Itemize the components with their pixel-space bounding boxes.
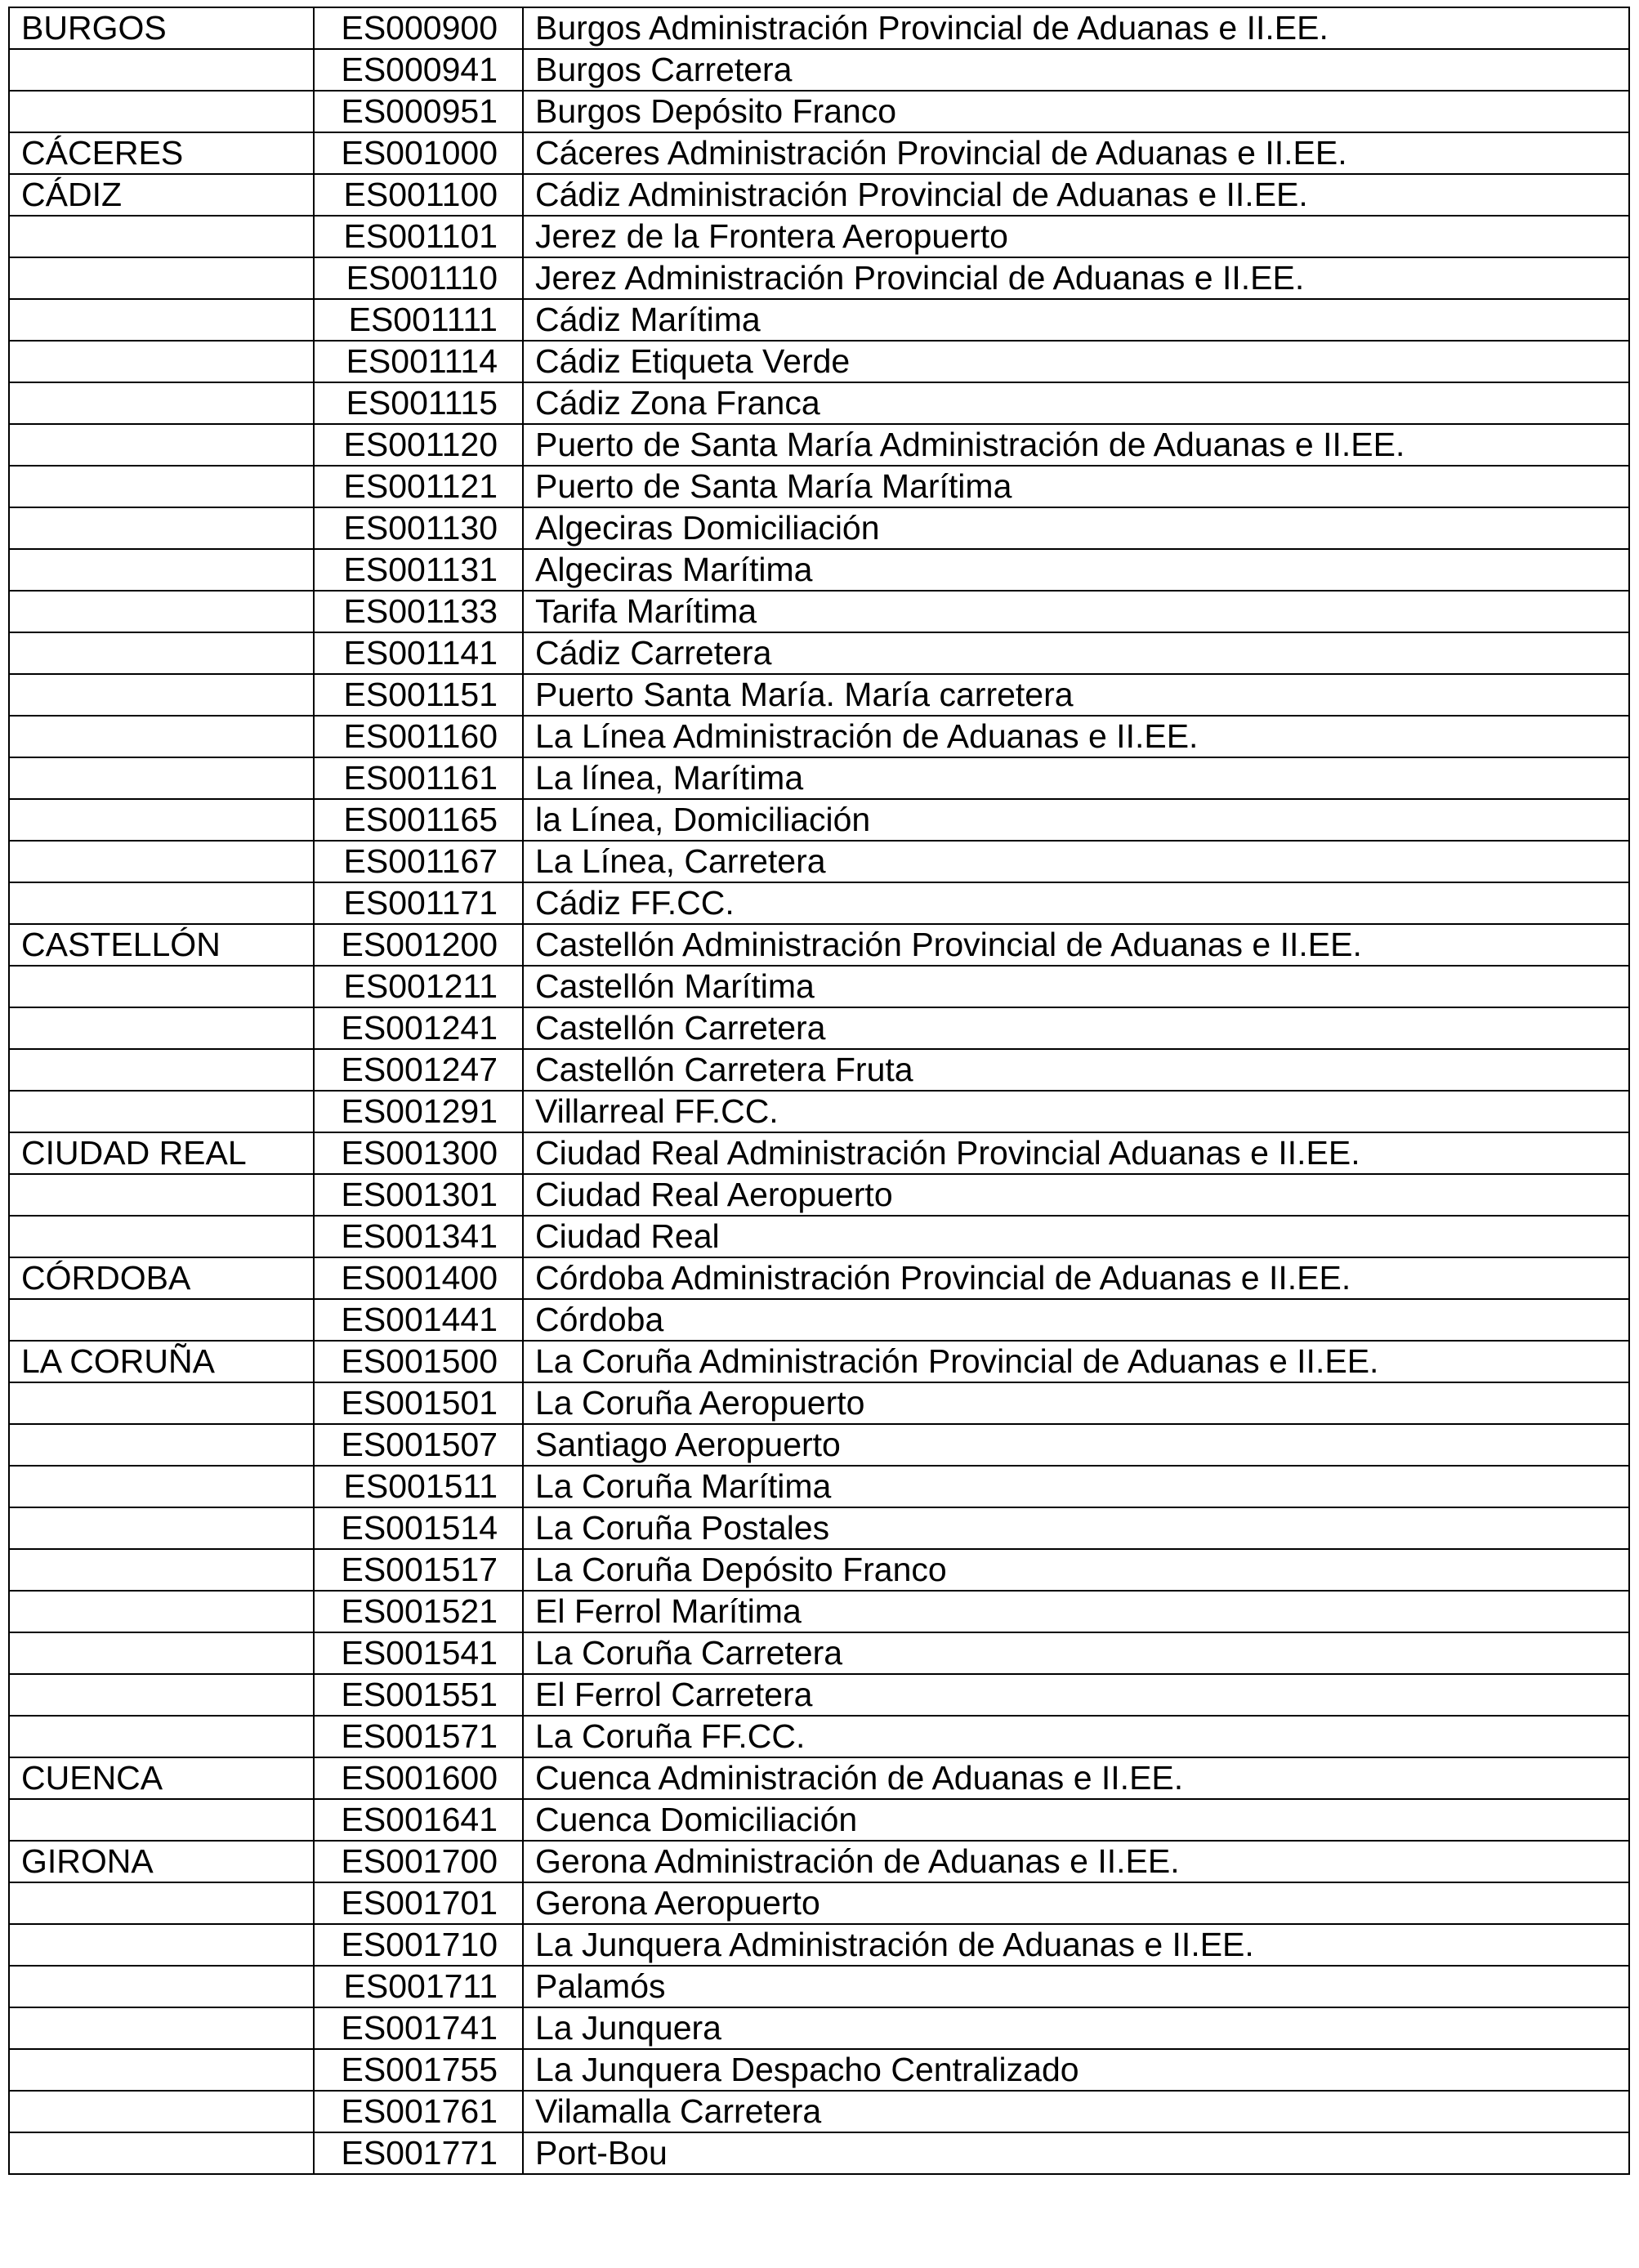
office-code-cell: ES001301: [314, 1174, 523, 1216]
table-row: [9, 841, 1629, 882]
table-row: [9, 2132, 1629, 2174]
office-name-cell: Castellón Marítima: [523, 966, 1629, 1007]
province-cell: CÁCERES: [9, 132, 314, 174]
table-row: [9, 257, 1629, 299]
office-code-cell: ES001507: [314, 1424, 523, 1466]
province-cell: [9, 549, 314, 591]
office-code-cell: ES001600: [314, 1757, 523, 1799]
table-row: [9, 924, 1629, 966]
table-row: [9, 1882, 1629, 1924]
office-code-cell: ES001400: [314, 1257, 523, 1299]
province-cell: [9, 2091, 314, 2132]
table-row: [9, 1216, 1629, 1257]
office-code-cell: ES001641: [314, 1799, 523, 1841]
office-code-cell: ES001000: [314, 132, 523, 174]
office-name-cell: La Junquera: [523, 2007, 1629, 2049]
table-row: [9, 1507, 1629, 1549]
office-name-cell: Gerona Administración de Aduanas e II.EE.: [523, 1841, 1629, 1882]
table-row: [9, 1174, 1629, 1216]
office-name-cell: Ciudad Real Aeropuerto: [523, 1174, 1629, 1216]
table-row: [9, 1716, 1629, 1757]
office-code-cell: ES001161: [314, 757, 523, 799]
table-row: [9, 882, 1629, 924]
office-code-cell: ES001514: [314, 1507, 523, 1549]
office-name-cell: Cuenca Domiciliación: [523, 1799, 1629, 1841]
table-row: [9, 1966, 1629, 2007]
office-name-cell: Ciudad Real: [523, 1216, 1629, 1257]
office-code-cell: ES001710: [314, 1924, 523, 1966]
province-cell: [9, 1424, 314, 1466]
office-code-cell: ES001247: [314, 1049, 523, 1091]
table-row: [9, 7, 1629, 49]
province-cell: LA CORUÑA: [9, 1341, 314, 1382]
office-name-cell: Castellón Carretera Fruta: [523, 1049, 1629, 1091]
office-name-cell: Villarreal FF.CC.: [523, 1091, 1629, 1132]
province-cell: [9, 674, 314, 716]
province-cell: [9, 1299, 314, 1341]
office-code-cell: ES001517: [314, 1549, 523, 1591]
province-cell: [9, 382, 314, 424]
office-name-cell: Burgos Depósito Franco: [523, 91, 1629, 132]
office-code-cell: ES001501: [314, 1382, 523, 1424]
office-name-cell: La Coruña Aeropuerto: [523, 1382, 1629, 1424]
province-cell: GIRONA: [9, 1841, 314, 1882]
office-code-cell: ES001130: [314, 507, 523, 549]
office-name-cell: La Coruña Postales: [523, 1507, 1629, 1549]
office-code-cell: ES001701: [314, 1882, 523, 1924]
office-name-cell: Castellón Carretera: [523, 1007, 1629, 1049]
province-cell: [9, 1966, 314, 2007]
table-row: [9, 1674, 1629, 1716]
office-name-cell: La Línea Administración de Aduanas e II.EE.: [523, 716, 1629, 757]
province-cell: [9, 882, 314, 924]
table-row: [9, 1757, 1629, 1799]
province-cell: [9, 299, 314, 341]
office-code-cell: ES001141: [314, 632, 523, 674]
province-cell: CÓRDOBA: [9, 1257, 314, 1299]
table-row: [9, 1632, 1629, 1674]
province-cell: [9, 1049, 314, 1091]
table-row: [9, 1341, 1629, 1382]
province-cell: [9, 1216, 314, 1257]
province-cell: [9, 91, 314, 132]
office-code-cell: ES001341: [314, 1216, 523, 1257]
office-name-cell: La línea, Marítima: [523, 757, 1629, 799]
table-row: [9, 507, 1629, 549]
province-cell: CASTELLÓN: [9, 924, 314, 966]
office-name-cell: Castellón Administración Provincial de Aduanas e II.EE.: [523, 924, 1629, 966]
office-name-cell: La Coruña FF.CC.: [523, 1716, 1629, 1757]
province-cell: [9, 2132, 314, 2174]
office-name-cell: El Ferrol Marítima: [523, 1591, 1629, 1632]
office-name-cell: Port-Bou: [523, 2132, 1629, 2174]
office-code-cell: ES000941: [314, 49, 523, 91]
office-name-cell: la Línea, Domiciliación: [523, 799, 1629, 841]
office-code-cell: ES001167: [314, 841, 523, 882]
office-code-cell: ES001541: [314, 1632, 523, 1674]
office-code-cell: ES001755: [314, 2049, 523, 2091]
province-cell: [9, 1924, 314, 1966]
table-row: [9, 591, 1629, 632]
office-name-cell: Burgos Carretera: [523, 49, 1629, 91]
office-name-cell: Jerez de la Frontera Aeropuerto: [523, 216, 1629, 257]
office-code-cell: ES001711: [314, 1966, 523, 2007]
office-name-cell: Cádiz Carretera: [523, 632, 1629, 674]
province-cell: [9, 466, 314, 507]
office-code-cell: ES001741: [314, 2007, 523, 2049]
table-row: [9, 382, 1629, 424]
office-name-cell: Tarifa Marítima: [523, 591, 1629, 632]
office-code-cell: ES001131: [314, 549, 523, 591]
province-cell: [9, 1549, 314, 1591]
province-cell: [9, 1507, 314, 1549]
office-name-cell: Cuenca Administración de Aduanas e II.EE.: [523, 1757, 1629, 1799]
office-code-cell: ES001521: [314, 1591, 523, 1632]
province-cell: [9, 216, 314, 257]
province-cell: [9, 1382, 314, 1424]
office-name-cell: Burgos Administración Provincial de Aduanas e II.EE.: [523, 7, 1629, 49]
office-name-cell: La Coruña Administración Provincial de Aduanas e II.EE.: [523, 1341, 1629, 1382]
office-name-cell: Cáceres Administración Provincial de Aduanas e II.EE.: [523, 132, 1629, 174]
office-code-cell: ES001121: [314, 466, 523, 507]
office-code-cell: ES001761: [314, 2091, 523, 2132]
office-code-cell: ES001300: [314, 1132, 523, 1174]
province-cell: CIUDAD REAL: [9, 1132, 314, 1174]
office-code-cell: ES001511: [314, 1466, 523, 1507]
office-code-cell: ES001120: [314, 424, 523, 466]
province-cell: [9, 966, 314, 1007]
province-cell: BURGOS: [9, 7, 314, 49]
table-row: [9, 1091, 1629, 1132]
table-row: [9, 2007, 1629, 2049]
table-row: [9, 132, 1629, 174]
office-code-cell: ES001571: [314, 1716, 523, 1757]
office-code-cell: ES001151: [314, 674, 523, 716]
customs-offices-table: [8, 7, 1630, 2175]
office-name-cell: La Coruña Marítima: [523, 1466, 1629, 1507]
table-row: [9, 757, 1629, 799]
province-cell: [9, 1007, 314, 1049]
table-row: [9, 1007, 1629, 1049]
table-row: [9, 1132, 1629, 1174]
customs-offices-table-body: [9, 7, 1629, 2174]
province-cell: [9, 1799, 314, 1841]
province-cell: [9, 49, 314, 91]
office-code-cell: ES001160: [314, 716, 523, 757]
table-row: [9, 341, 1629, 382]
province-cell: [9, 1174, 314, 1216]
office-code-cell: ES001110: [314, 257, 523, 299]
province-cell: [9, 1591, 314, 1632]
office-name-cell: La Junquera Administración de Aduanas e II.EE.: [523, 1924, 1629, 1966]
province-cell: [9, 1674, 314, 1716]
office-name-cell: Cádiz Administración Provincial de Aduanas e II.EE.: [523, 174, 1629, 216]
table-row: [9, 1799, 1629, 1841]
table-row: [9, 799, 1629, 841]
office-code-cell: ES001133: [314, 591, 523, 632]
province-cell: [9, 341, 314, 382]
office-name-cell: Cádiz FF.CC.: [523, 882, 1629, 924]
office-name-cell: La Línea, Carretera: [523, 841, 1629, 882]
office-name-cell: Jerez Administración Provincial de Aduanas e II.EE.: [523, 257, 1629, 299]
office-code-cell: ES001771: [314, 2132, 523, 2174]
office-code-cell: ES001115: [314, 382, 523, 424]
table-row: [9, 1049, 1629, 1091]
office-code-cell: ES001211: [314, 966, 523, 1007]
table-row: [9, 1424, 1629, 1466]
office-name-cell: Córdoba: [523, 1299, 1629, 1341]
province-cell: [9, 1091, 314, 1132]
province-cell: [9, 257, 314, 299]
table-row: [9, 1591, 1629, 1632]
office-name-cell: La Junquera Despacho Centralizado: [523, 2049, 1629, 2091]
table-row: [9, 2049, 1629, 2091]
province-cell: [9, 632, 314, 674]
office-name-cell: Cádiz Zona Franca: [523, 382, 1629, 424]
province-cell: [9, 757, 314, 799]
office-name-cell: El Ferrol Carretera: [523, 1674, 1629, 1716]
table-row: [9, 299, 1629, 341]
office-name-cell: Cádiz Etiqueta Verde: [523, 341, 1629, 382]
office-name-cell: La Coruña Depósito Franco: [523, 1549, 1629, 1591]
province-cell: CÁDIZ: [9, 174, 314, 216]
office-name-cell: Vilamalla Carretera: [523, 2091, 1629, 2132]
office-code-cell: ES001165: [314, 799, 523, 841]
table-row: [9, 716, 1629, 757]
table-row: [9, 1924, 1629, 1966]
table-row: [9, 1549, 1629, 1591]
table-row: [9, 91, 1629, 132]
table-row: [9, 1257, 1629, 1299]
table-row: [9, 966, 1629, 1007]
province-cell: [9, 1882, 314, 1924]
office-code-cell: ES001200: [314, 924, 523, 966]
office-name-cell: Córdoba Administración Provincial de Aduanas e II.EE.: [523, 1257, 1629, 1299]
province-cell: [9, 2007, 314, 2049]
table-row: [9, 216, 1629, 257]
province-cell: CUENCA: [9, 1757, 314, 1799]
office-name-cell: Ciudad Real Administración Provincial Aduanas e II.EE.: [523, 1132, 1629, 1174]
office-code-cell: ES001100: [314, 174, 523, 216]
table-row: [9, 1466, 1629, 1507]
office-name-cell: Gerona Aeropuerto: [523, 1882, 1629, 1924]
table-row: [9, 1841, 1629, 1882]
office-code-cell: ES001551: [314, 1674, 523, 1716]
office-name-cell: Algeciras Marítima: [523, 549, 1629, 591]
office-name-cell: Puerto de Santa María Marítima: [523, 466, 1629, 507]
office-name-cell: La Coruña Carretera: [523, 1632, 1629, 1674]
table-row: [9, 632, 1629, 674]
office-code-cell: ES001171: [314, 882, 523, 924]
office-name-cell: Puerto Santa María. María carretera: [523, 674, 1629, 716]
province-cell: [9, 591, 314, 632]
province-cell: [9, 841, 314, 882]
province-cell: [9, 799, 314, 841]
province-cell: [9, 1466, 314, 1507]
office-name-cell: Palamós: [523, 1966, 1629, 2007]
table-row: [9, 49, 1629, 91]
office-code-cell: ES001441: [314, 1299, 523, 1341]
table-row: [9, 674, 1629, 716]
table-row: [9, 1299, 1629, 1341]
province-cell: [9, 2049, 314, 2091]
table-row: [9, 466, 1629, 507]
office-code-cell: ES001700: [314, 1841, 523, 1882]
office-code-cell: ES001241: [314, 1007, 523, 1049]
province-cell: [9, 424, 314, 466]
province-cell: [9, 1716, 314, 1757]
table-row: [9, 174, 1629, 216]
table-row: [9, 549, 1629, 591]
office-code-cell: ES000900: [314, 7, 523, 49]
province-cell: [9, 507, 314, 549]
office-code-cell: ES001500: [314, 1341, 523, 1382]
table-row: [9, 2091, 1629, 2132]
office-name-cell: Puerto de Santa María Administración de Aduanas e II.EE.: [523, 424, 1629, 466]
table-row: [9, 424, 1629, 466]
office-code-cell: ES001101: [314, 216, 523, 257]
office-code-cell: ES000951: [314, 91, 523, 132]
office-name-cell: Algeciras Domiciliación: [523, 507, 1629, 549]
province-cell: [9, 1632, 314, 1674]
office-code-cell: ES001114: [314, 341, 523, 382]
office-name-cell: Santiago Aeropuerto: [523, 1424, 1629, 1466]
table-row: [9, 1382, 1629, 1424]
province-cell: [9, 716, 314, 757]
office-code-cell: ES001291: [314, 1091, 523, 1132]
office-code-cell: ES001111: [314, 299, 523, 341]
office-name-cell: Cádiz Marítima: [523, 299, 1629, 341]
